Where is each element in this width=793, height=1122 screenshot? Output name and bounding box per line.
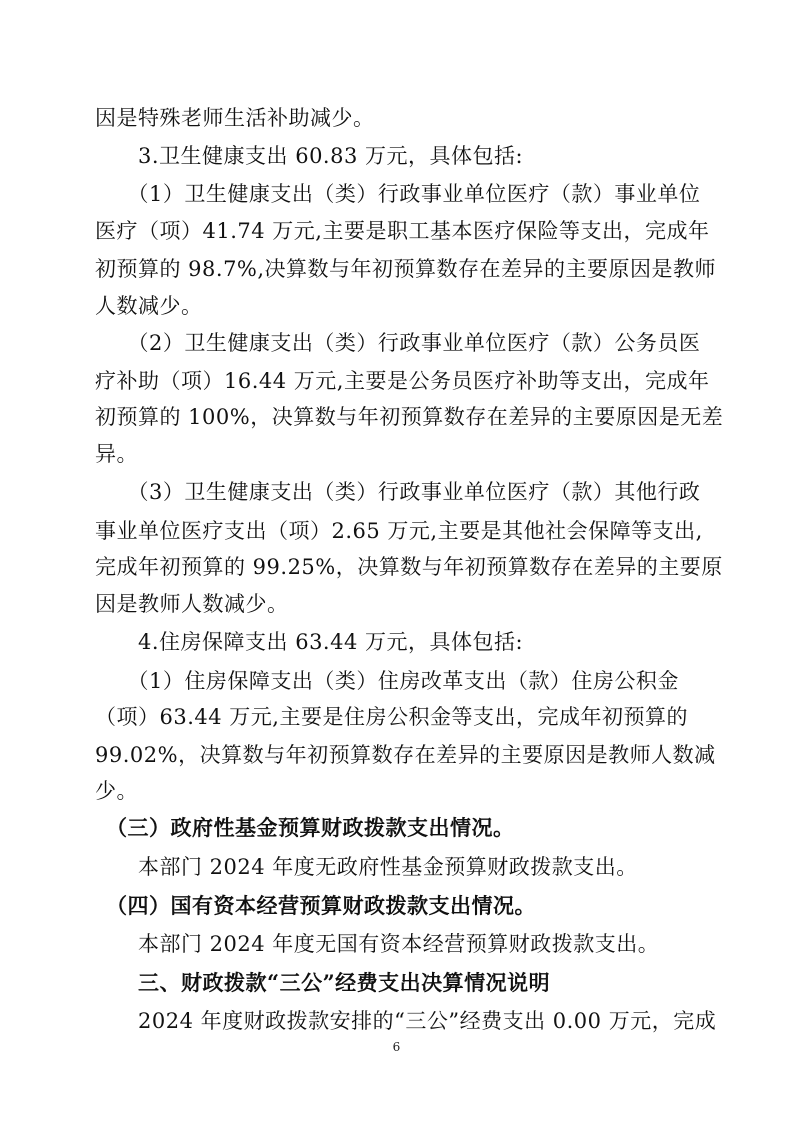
paragraph-line: 3.卫生健康支出 60.83 万元，具体包括: [95,144,524,168]
paragraph-line: 疗补助（项）16.44 万元,主要是公务员医疗补助等支出，完成年 [95,369,710,393]
page-number: 6 [392,1040,401,1054]
paragraph-line: 医疗（项）41.74 万元,主要是职工基本医疗保险等支出，完成年 [95,219,710,243]
paragraph-line: （2）卫生健康支出（类）行政事业单位医疗（款）公务员医 [95,331,701,355]
paragraph-line: 本部门 2024 年度无国有资本经营预算财政拨款支出。 [95,932,660,956]
paragraph-line: 事业单位医疗支出（项）2.65 万元,主要是其他社会保障等支出, [95,519,703,543]
paragraph-line: （3）卫生健康支出（类）行政事业单位医疗（款）其他行政 [95,480,701,504]
paragraph-line: 完成年初预算的 99.25%，决算数与年初预算数存在差异的主要原 [95,555,723,579]
paragraph-line: 因是特殊老师生活补助减少。 [95,106,375,130]
paragraph-line: 2024 年度财政拨款安排的“三公”经费支出 0.00 万元，完成 [95,1009,717,1033]
section-heading: （四）国有资本经营预算财政拨款支出情况。 [95,893,536,918]
section-heading: （三）政府性基金预算财政拨款支出情况。 [95,815,515,840]
section-heading: 三、财政拨款“三公”经费支出决算情况说明 [95,970,551,995]
paragraph-line: 本部门 2024 年度无政府性基金预算财政拨款支出。 [95,855,638,879]
paragraph-line: （1）住房保障支出（类）住房改革支出（款）住房公积金 [95,669,679,693]
paragraph-line: （项）63.44 万元,主要是住房公积金等支出，完成年初预算的 [95,705,688,729]
paragraph-line: 4.住房保障支出 63.44 万元，具体包括: [95,630,524,654]
paragraph-line: 初预算的 100%，决算数与年初预算数存在差异的主要原因是无差 [95,405,724,429]
paragraph-line: （1）卫生健康支出（类）行政事业单位医疗（款）事业单位 [95,182,701,206]
paragraph-line: 少。 [95,779,138,803]
paragraph-line: 异。 [95,442,138,466]
paragraph-line: 99.02%，决算数与年初预算数存在差异的主要原因是教师人数减 [95,743,716,767]
paragraph-line: 人数减少。 [95,294,203,318]
paragraph-line: 因是教师人数减少。 [95,592,289,616]
paragraph-line: 初预算的 98.7%,决算数与年初预算数存在差异的主要原因是教师 [95,257,717,281]
